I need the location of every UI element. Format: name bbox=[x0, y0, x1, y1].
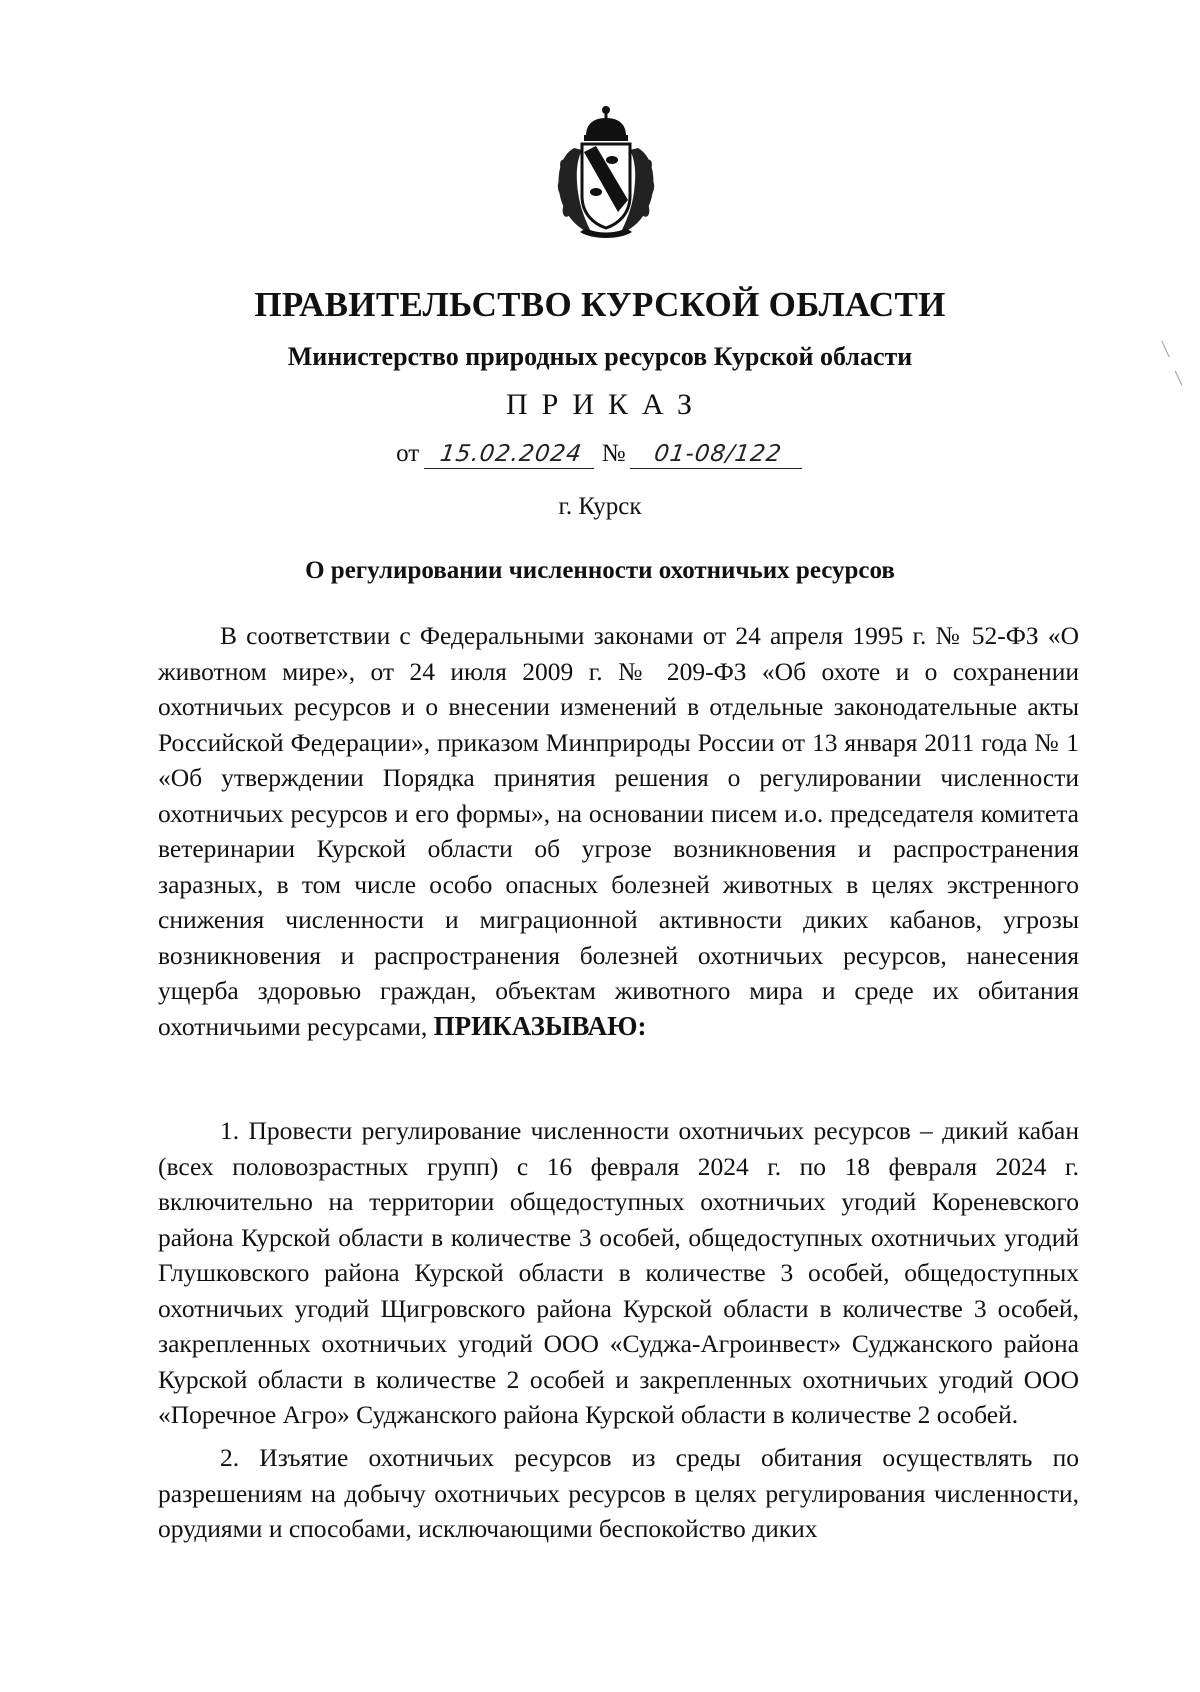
kursk-coat-of-arms-icon bbox=[546, 104, 666, 242]
item-1-paragraph bbox=[158, 1113, 1079, 1433]
preamble-paragraph bbox=[158, 618, 1079, 1044]
order-subject: О регулировании численности охотничьих ресурсов bbox=[305, 557, 895, 584]
item-2-paragraph bbox=[158, 1440, 1079, 1547]
order-meta bbox=[0, 440, 1200, 469]
preamble-text: В соответствии с Федеральными законами от 24 апреля 1995 г. № 52-ФЗ «О животном мире», от 24 июля 2009 г. № 209-ФЗ «Об охоте и о сохранении охотничьих ресурсов и о внесении изменений в отдельные законодательные акты Российской Федерации», приказом Минприроды России от 13 января 2011 года № 1 «Об утверждении Порядка принятия решения о регулировании численности охотничьих ресурсов и его формы», на основании писем и.о. председателя комитета ветеринарии Курской области об угрозе возникновения и распространения заразных, в том числе особо опасных болезней животных в целях экстренного снижения численности и миграционной активности диких кабанов, угрозы возникновения и распространения болезней охотничьих ресурсов, нанесения ущерба здоровью граждан, объектам животного мира и среде их обитания охотничьими ресурсами, bbox=[158, 621, 1079, 1041]
item-1-text: 1. Провести регулирование численности охотничьих ресурсов – дикий кабан (всех половозрастных групп) с 16 февраля 2024 г. по 18 февраля 2024 г. включительно на территории общедоступных охотничьих угодий Кореневского района Курской области в количестве 3 особей, общедоступных охотничьих угодий Глушковского района Курской области в количестве 3 особей, общедоступных охотничьих угодий Щигровского района Курской области в количестве 3 особей, закрепленных охотничьих угодий ООО «Суджа-Агроинвест» Суджанского района Курской области в количестве 2 особей и закрепленных охотничьих угодий ООО «Поречное Агро» Суджанского района Курской области в количестве 2 особей. bbox=[158, 1116, 1079, 1429]
order-number: 01-08/122 bbox=[630, 440, 806, 469]
government-title: ПРАВИТЕЛЬСТВО КУРСКОЙ ОБЛАСТИ bbox=[254, 285, 946, 324]
order-date: 15.02.2024 bbox=[423, 440, 597, 469]
item-2-text: 2. Изъятие охотничьих ресурсов из среды обитания осуществлять по разрешениям на добычу охотничьих ресурсов в целях регулирования численности, орудиями и способами, исключающими беспокойство диких bbox=[158, 1443, 1079, 1543]
scan-artifact bbox=[1175, 371, 1183, 386]
city: г. Курск bbox=[558, 493, 642, 520]
document-type: ПРИКАЗ bbox=[506, 388, 706, 421]
ministry-name: Министерство природных ресурсов Курской области bbox=[287, 342, 913, 371]
number-prefix: № bbox=[601, 440, 626, 467]
date-prefix: от bbox=[396, 440, 420, 467]
order-word: ПРИКАЗЫВАЮ: bbox=[433, 1010, 647, 1041]
